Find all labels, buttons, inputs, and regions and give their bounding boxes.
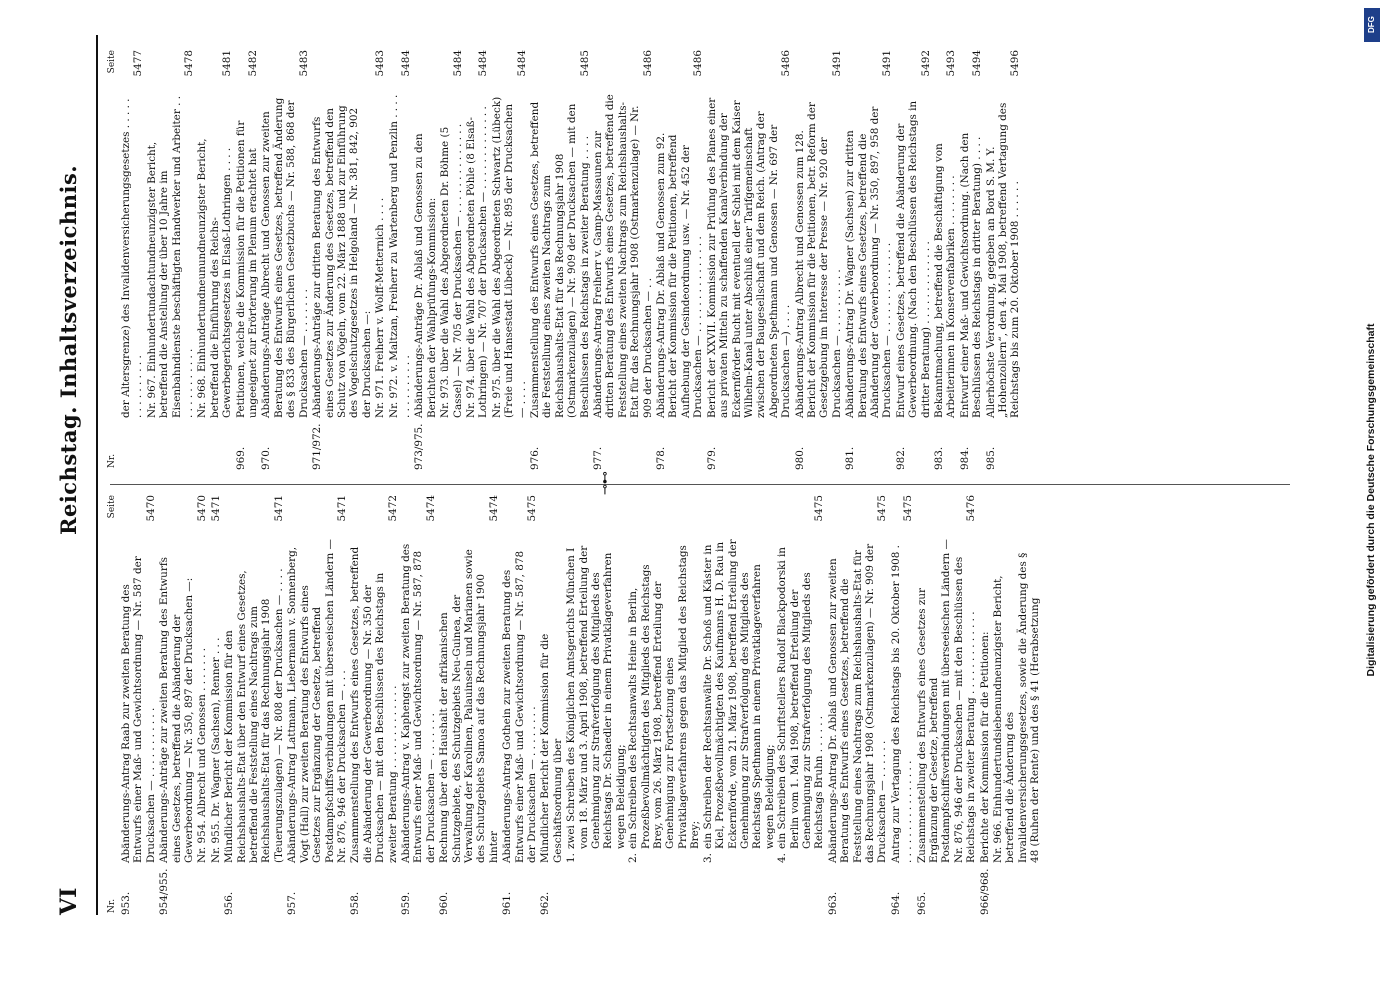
entry-text: Abänderungs-Antrag Albrecht und Genossen zum 128. Bericht der Kommission für die Petitionen, betr. Reform der Gesetzgebung im Interesse der Presse — Nr. 920 der Drucksachen — . . . . . . . . . . (793, 102, 843, 418)
entry-page: 5484 (477, 50, 490, 77)
entry-page: 5471 (209, 495, 222, 522)
toc-entry (196, 495, 208, 915)
toc-entry (413, 50, 438, 470)
entry-number: 966/968. (978, 868, 991, 915)
toc-subentry (627, 539, 701, 863)
toc-subentry (702, 539, 776, 863)
entry-text: Mündlicher Bericht der Kommission für den Reichshaushalts-Etat über den Entwurf eines Gesetzes, betreffend die Feststellung eines Nachtrags zum Reichshaushalts-Etat für das Rechnungsjahr 1908 (Teuerungszulagen) — Nr. 808 der Drucksachen — . . . . (223, 568, 285, 863)
entry-text: Abänderungs-Anträge Dr. Ablaß und Genossen zu den Berichten der Wahlprüfungs-Kommission: (413, 133, 438, 418)
entry-page: 5491 (881, 50, 894, 77)
entry-number: 958. (349, 891, 362, 915)
column-head (104, 495, 120, 915)
entry-page: 5491 (830, 50, 843, 77)
subentry-number: 1. (565, 853, 578, 863)
toc-subentry (565, 539, 627, 863)
entry-number: 982. (894, 446, 907, 470)
toc-entry (438, 495, 500, 915)
header-rule (96, 35, 98, 915)
entry-number: 963. (826, 891, 839, 915)
entry-number: 976. (529, 446, 541, 470)
entry-text: Zusammenstellung des Entwurfs eines Gesetzes, betreffend die Abänderung der Gewerbeordnung — Nr. 350 der Drucksachen — mit den Beschlüssen des Reichstags in zweiter Beratung . . . . . . . . . . . . . (349, 546, 399, 863)
entry-page: 5484 (515, 50, 528, 77)
toc-entry (235, 50, 260, 470)
entry-page: 5485 (578, 50, 591, 77)
entry-page: 5472 (386, 495, 399, 522)
entry-text: Nr. 954. Albrecht und Genossen . . . . . . . (196, 647, 209, 863)
entry-number: 957. (286, 891, 299, 915)
toc-entry (895, 50, 932, 470)
toc-entry (311, 50, 373, 470)
entry-page: 5486 (692, 50, 705, 77)
toc-entry (146, 50, 196, 470)
entry-page: 5470 (144, 495, 157, 522)
toc-entry (529, 50, 591, 470)
entry-number: 981. (844, 446, 857, 470)
entry-text: Abänderungs-Antrag Lattmann, Liebermann v. Sonnenberg, Vogt (Hall) zur zweiten Beratung des Entwurfs eines Gesetzes zur Ergänzung der Gesetze, betreffend Postdampfschiffsverbindungen mit überseeischen Ländern — Nr. 876, 946 der Drucksachen — . . . (286, 539, 348, 863)
toc-entry (916, 495, 978, 915)
entry-page: 5475 (876, 495, 889, 522)
toc-entry (592, 50, 654, 470)
entry-number: 959. (399, 891, 412, 915)
entry-page: 5475 (526, 495, 538, 522)
toc-entry (979, 495, 991, 915)
entry-number: 984. (958, 446, 971, 470)
toc-entry (539, 495, 564, 915)
entry-page: 5483 (374, 50, 387, 77)
toc-entry (794, 50, 844, 470)
column-divider (110, 484, 1290, 485)
subentry-number: 2. (627, 853, 640, 863)
entry-text: Abänderungs-Antrag v. Kaphengst zur zweiten Beratung des Entwurfs einer Maß- und Gewichtsordnung — Nr. 587, 878 der Drucksachen — . . . . . . . (399, 543, 437, 863)
toc-entry (210, 495, 222, 915)
page-title: Reichstag. Inhaltsverzeichnis. (56, 164, 81, 535)
entry-text: Nr. 971. Freiherr v. Wolff-Metternich . . . . (374, 197, 387, 418)
entry-text: Nr. 966. Einhundertundsiebenundneunzigster Bericht, betreffend die Änderung des Invalidenversicherungsgesetzes, sowie die Änderung des § 48 (Ruhen der Rente) und des § 41 (Herabsetzung (992, 552, 1042, 863)
toc-entry (260, 50, 310, 470)
entry-page: 5482 (247, 50, 260, 77)
subentry-text: ein Schreiben der Rechtsanwälte Dr. Schoß und Käster in Kiel, Prozeßbevollmächtigten des Kaufmanns H. D. Rau in Eckernförde, vom 21. März 1908, betreffend Erteilung der Genehmigung zur Strafverfolgung des Mitglieds des Reichstags Spethmann in einem Privatklageverfahren wegen Beleidigung; (701, 539, 776, 849)
entry-page: 5486 (641, 50, 654, 77)
toc-subentry (776, 539, 826, 863)
right-column (104, 50, 1023, 470)
toc-entry (985, 50, 1022, 470)
toc-subentries (565, 495, 826, 915)
entry-number: 971/972. (311, 423, 324, 470)
entry-number: 978. (655, 446, 668, 470)
entry-text: Mündlicher Bericht der Kommission für die Geschäftsordnung über (539, 633, 564, 863)
entry-number: 953. (120, 891, 132, 915)
entry-text: Nr. 975. über die Wahl des Abgeordneten Schwartz (Lübeck) (Freie und Hansestadt Lübeck) — Nr. 895 der Drucksachen — . . . . (490, 96, 528, 418)
toc-entry (959, 50, 984, 470)
entry-number: 962. (539, 891, 552, 915)
subentry-number: 3. (701, 853, 714, 863)
subentry-text: ein Schreiben des Schriftstellers Rudolf Blackpodorski in Berlin vom 1. Mai 1908, betreffend Erteilung der Genehmigung zur Strafverfolgung des Mitglieds des Reichstags Bruhn . . . . . . (776, 547, 826, 849)
entry-number: 979. (705, 446, 718, 470)
entry-number: 956. (223, 891, 236, 915)
entry-text: Abänderungs-Antrag Dr. Ablaß und Genossen zur zweiten Beratung des Entwurfs eines Gesetzes, betreffend die Feststellung eines Nachtrags zum Reichshaushalts-Etat für das Rechnungsjahr 1908 (Ostmarkenzulagen) — Nr. 909 der Drucksachen — . . . . . . (826, 543, 889, 863)
entry-number: 969. (234, 446, 247, 470)
subentry-page: 5475 (813, 495, 826, 522)
entry-page: 5486 (780, 50, 793, 77)
entry-page: 5494 (971, 50, 984, 77)
entry-page: 5475 (902, 495, 915, 522)
entry-number: 977. (592, 446, 605, 470)
toc-entry (655, 50, 705, 470)
entry-page: 5483 (297, 50, 310, 77)
entry-number: 954/955. (158, 868, 171, 915)
left-column (104, 495, 1043, 915)
entry-text: Abänderungs-Anträge zur zweiten Beratung des Entwurfs eines Gesetzes, betreffend die Abänderung der Gewerbeordnung — Nr. 350, 897 der Drucksachen —: (158, 556, 196, 863)
toc-entry (844, 50, 894, 470)
entry-text: Bekanntmachung, betreffend die Beschäftigung von Arbeiterinnen in Konservenfabriken . . . . . . . . (933, 143, 958, 418)
toc-entry (706, 50, 793, 470)
toc-entry (196, 50, 233, 470)
entry-number: 961. (501, 891, 514, 915)
toc-entry (992, 495, 1042, 915)
entry-page: 5477 (132, 50, 145, 77)
entry-text: Abänderungs-Antrag Gothein zur zweiten Beratung des Entwurfs einer Maß- und Gewichtsordnung — Nr. 587, 878 der Drucksachen — . . . . . . . . (501, 550, 538, 863)
toc-entry (223, 495, 285, 915)
entry-text: Bericht der XXVII. Kommission zur Prüfung des Planes einer aus privaten Mitteln zu schaffenden Kanalverbindung der Eckernförder Bucht mit eventuell der Schlei mit dem Kaiser Wilhelm-Kanal unter Abschluß einer Tarifgemeinschaft zwischen der Baugesellschaft und dem Reich. (Antrag der Abgeordneten Spethmann und Genossen — Nr. 697 der Drucksachen —) . . . . (705, 97, 793, 418)
entry-text: Nr. 967. Einhundertundachtundneunzigster Bericht, betreffend die Anstellung der über 10 Jahre im Eisenbahndienste beschäftigten Handwerker und Arbeiter . . . . . . . . . . . . . (145, 95, 196, 418)
toc-entry (120, 50, 145, 470)
entry-page: 5496 (1009, 50, 1022, 77)
ornament: ⊸⊷ (598, 471, 613, 495)
entry-page: 5493 (945, 50, 958, 77)
toc-entry (439, 50, 464, 470)
nr-label: Nr. (107, 898, 117, 913)
toc-entry (491, 50, 528, 470)
entry-number: 960. (438, 891, 451, 915)
entry-page: 5470 (196, 495, 209, 522)
digitization-text: Digitalisierung gefördert durch die Deutsche Forschungsgemeinschaft (1365, 323, 1377, 677)
entry-text: Zusammenstellung des Entwurfs eines Gesetzes, betreffend die Feststellung eines zweiten Nachtrags zum Reichshaushalts-Etat für das Rechnungsjahr 1908 (Ostmarkenzulagen) — Nr. 909 der Drucksachen — mit den Beschlüssen des Reichstags in zweiter Beratung . . . . (529, 101, 591, 418)
entry-text: Allerhöchste Verordnung, gegeben an Bord S. M. Y. „Hohenzollern“, den 4. Mai 1908, betreffend Vertagung des Reichstags bis zum 20. Oktober 1908 . . . . . . (984, 102, 1022, 418)
toc-entry (388, 50, 413, 470)
entry-text: Abänderungs-Antrag Raab zur zweiten Beratung des Entwurfs einer Maß- und Gewichtsordnung — Nr. 587 der Drucksachen — . . . . . . . . . . . (120, 556, 157, 863)
entry-page: 5474 (424, 495, 437, 522)
entry-page: 5484 (399, 50, 412, 77)
entry-text: Nr. 968. Einhundertundneunundneunzigster Bericht, betreffend die Einführung des Reichs-Gewerbegerichtsgesetzes in Elsaß-Lothringen . . . . (196, 138, 234, 418)
entry-text: Abänderungs-Antrag Dr. Wagner (Sachsen) zur dritten Beratung des Entwurfs eines Gesetzes, betreffend die Abänderung der Gewerbeordnung — Nr. 350, 897, 958 der Drucksachen — . . . . . . . . . . . . . . (844, 106, 894, 418)
entry-text: Abänderungs-Antrag Dr. Ablaß und Genossen zum 92. Bericht der Kommission für die Petitionen, betreffend Aufhebung der Gesindeordnung usw. — Nr. 452 der Drucksachen — . . . . . . . . . . . . . . . (655, 132, 705, 418)
entry-number: 985. (984, 446, 997, 470)
entry-number: 983. (933, 446, 945, 470)
entry-page: 5476 (965, 495, 978, 522)
seite-label: Seite (107, 495, 117, 519)
toc-entry (890, 495, 915, 915)
toc-entry (349, 495, 399, 915)
entry-page: 5478 (183, 50, 196, 77)
digitization-note (1359, 0, 1383, 1000)
toc-entry (120, 495, 157, 915)
toc-entry (827, 495, 889, 915)
entry-text: Petitionen, welche die Kommission für die Petitionen für ungeeignet zur Erörterung im Plenum erachtet hat (234, 120, 260, 418)
seite-label: Seite (107, 50, 117, 74)
toc-entry (286, 495, 348, 915)
page-number: VI (56, 887, 82, 915)
entry-text: Entwurf eines Gesetzes, betreffend die Abänderung der Gewerbeordnung. (Nach den Beschlüssen des Reichstags in dritter Beratung) . . . . . . . . . . . . . (894, 100, 932, 418)
entry-text: Rechnung über den Haushalt der afrikanischen Schutzgebiete, des Schutzgebiets Neu-Guinea, der Verwaltung der Karolinen, Palauinseln und Marianen sowie des Schutzgebiets Samoa auf das Rechnungsjahr 1900 hinter (438, 549, 500, 863)
entry-number: 964. (889, 891, 902, 915)
entry-page: 5481 (221, 50, 234, 77)
entry-text: Nr. 973. über die Wahl des Abgeordneten Dr. Böhme (5 Cassel) — Nr. 705 der Drucksachen — . . . . . . . . . . . . . . (439, 123, 464, 418)
entry-text: Nr. 974. über die Wahl des Abgeordneten Pöhle (8 Elsaß-Lothringen) — Nr. 707 der Drucksachen — . . . . . . . . . . . . . (464, 106, 490, 418)
toc-entry (374, 50, 386, 470)
entry-text: der Altersgrenze) des Invalidenversicherungsgesetzes . . . . . . . . . . . . . . . (120, 98, 145, 418)
subentry-number: 4. (776, 853, 789, 863)
toc-entry (400, 495, 437, 915)
subentry-text: ein Schreiben des Rechtsanwalts Heine in Berlin, Prozeßbevollmächtigten des Mitglieds des Reichstags Brey, vom 26. März 1908, betreffend Erteilung der Genehmigung zur Fortsetzung eines Privatklageverfahrens gegen das Mitglied des Reichstags Brey; (627, 545, 702, 849)
entry-number: 980. (793, 446, 806, 470)
entry-text: Nr. 972. v. Maltzan, Freiherr zu Wartenberg und Penzlin . . . . . . . . . . . . . . (387, 94, 412, 418)
dfg-logo: DFG (1364, 8, 1380, 42)
nr-label: Nr. (107, 453, 117, 468)
entry-page: 5471 (335, 495, 348, 522)
entry-page: 5492 (919, 50, 932, 77)
entry-page: 5484 (451, 50, 464, 77)
entry-text: Abänderungs-Anträge zur dritten Beratung des Entwurfs eines Gesetzes zur Änderung des Gesetzes, betreffend den Schutz von Vögeln, vom 22. März 1888 und zur Einführung des Vogelschutzgesetzes in Helgoland — Nr. 381, 842, 902 der Drucksachen —: (311, 105, 373, 418)
entry-text: Zusammenstellung des Entwurfs eines Gesetzes zur Ergänzung der Gesetze, betreffend Postdampfschiffsverbindungen mit überseeischen Ländern — Nr. 876, 946 der Drucksachen — mit den Beschlüssen des Reichstags in zweiter Beratung . . . . . . . . . . . . . (915, 539, 978, 863)
entry-text: Abänderungs-Anträge Albrecht und Genossen zur zweiten Beratung des Entwurfs eines Gesetzes, betreffend Änderung des § 833 des Bürgerlichen Gesetzbuchs — Nr. 588, 868 der Drucksachen — . . . . . . . (260, 97, 310, 418)
subentry-text: zwei Schreiben des Königlichen Amtsgerichts München I vom 18. März und 3. April 1908, betreffend Erteilung der Genehmigung zur Strafverfolgung des Mitglieds des Reichstags Dr. Schaedler in einem Privatklageverfahren wegen Beleidigung; (565, 545, 627, 849)
entry-text: Nr. 955. Dr. Wagner (Sachsen), Renner . . . (209, 637, 222, 863)
toc-entry (501, 495, 538, 915)
toc-entry (933, 50, 958, 470)
entry-text: Antrag zur Vertagung des Reichstags bis 20. Oktober 1908 . . . . . . . . . . . . . . . . . (889, 545, 915, 863)
page-header (50, 35, 92, 915)
entry-text: Entwurf einer Maß- und Gewichtsordnung. (Nach den Beschlüssen des Reichstags in dritter Beratung) . . . . (958, 132, 984, 418)
entry-number: 970. (260, 446, 273, 470)
entry-page: 5471 (272, 495, 285, 522)
column-head (104, 50, 120, 470)
toc-entry (465, 50, 490, 470)
entry-number: 965. (915, 891, 928, 915)
toc-entry (158, 495, 195, 915)
entry-text: Berichte der Kommission für die Petitionen: (978, 631, 991, 863)
entry-text: Abänderungs-Antrag Freiherr v. Gamp-Massaunen zur dritten Beratung des Entwurfs eines Gesetzes, betreffend die Feststellung eines zweiten Nachtrags zum Reichshaushalts-Etat für das Rechnungsjahr 1908 (Ostmarkenzulage) — Nr. 909 der Drucksachen — . . (592, 94, 654, 418)
entry-number: 973/975. (413, 423, 426, 470)
entry-page: 5474 (487, 495, 500, 522)
